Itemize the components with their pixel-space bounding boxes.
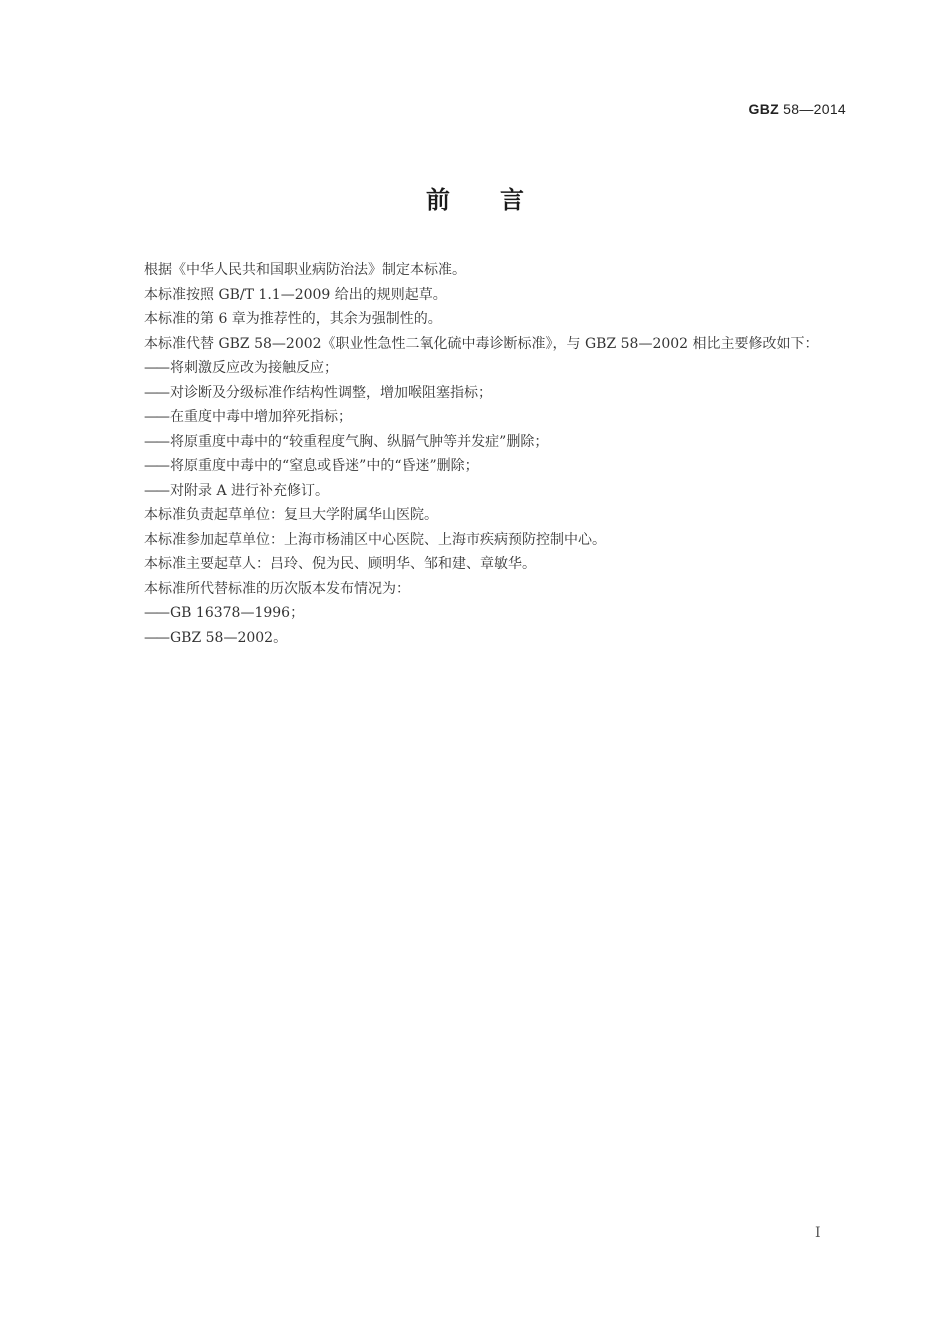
paragraph-drafting-rules: 本标准按照 GB/T 1.1—2009 给出的规则起草。 [144,286,447,303]
dash-mark: —— [144,605,168,621]
dash-mark: —— [144,360,168,376]
standard-code-suffix: 58—2014 [778,101,846,117]
page-title: 前言 [426,186,574,214]
paragraph-main-drafters: 本标准主要起草人：吕玲、倪为民、顾明华、邹和建、章敏华。 [144,556,536,572]
paragraph-lead-drafter: 本标准负责起草单位：复旦大学附属华山医院。 [144,507,438,523]
change-item-text: 将原重度中毒中的“窒息或昏迷”中的“昏迷”删除； [170,458,479,474]
paragraph-chapter-6: 本标准的第 6 章为推荐性的，其余为强制性的。 [144,311,442,327]
paragraph-replaces: 本标准代替 GBZ 58—2002《职业性急性二氧化硫中毒诊断标准》，与 GBZ 58—2002 相比主要修改如下： [144,335,819,352]
change-item-text: 将原重度中毒中的“较重程度气胸、纵膈气肿等并发症”删除； [170,433,549,450]
paragraph-participating-drafters: 本标准参加起草单位：上海市杨浦区中心医院、上海市疾病预防控制中心。 [144,531,606,548]
standard-code [749,101,846,117]
change-item-text: 在重度中毒中增加猝死指标； [170,409,352,425]
dash-mark: —— [144,458,168,474]
change-item [108,381,848,406]
change-item [108,356,848,381]
change-item [108,405,848,430]
paragraph-basis: 根据《中华人民共和国职业病防治法》制定本标准。 [144,262,466,278]
history-item [108,626,848,651]
history-item-text: GB 16378—1996； [170,605,305,621]
history-item-text: GBZ 58—2002。 [170,629,288,646]
dash-mark: —— [144,409,168,425]
page-number: I [815,1225,821,1241]
change-item [108,479,848,504]
change-item-text: 对诊断及分级标准作结构性调整，增加喉阻塞指标； [170,384,492,401]
paragraph-history-intro: 本标准所代替标准的历次版本发布情况为： [144,580,410,597]
history-item [108,601,848,626]
change-item-text: 对附录 A 进行补充修订。 [170,482,330,499]
foreword-body [108,258,848,650]
dash-mark: —— [144,384,168,401]
dash-mark: —— [144,433,168,450]
standard-code-prefix: GBZ [748,101,779,117]
change-item-text: 将刺激反应改为接触反应； [170,360,338,376]
dash-mark: —— [144,629,168,646]
change-item [108,430,848,455]
change-item [108,454,848,479]
dash-mark: —— [144,482,168,499]
